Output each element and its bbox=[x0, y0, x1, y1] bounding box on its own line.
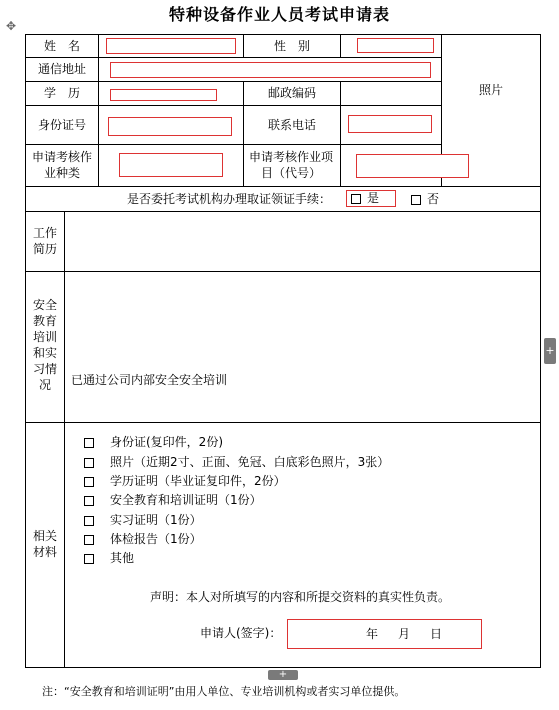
col-line bbox=[340, 105, 341, 144]
material-item[interactable] bbox=[84, 532, 202, 546]
no-checkbox[interactable] bbox=[411, 195, 421, 205]
id-number-label: 身份证号 bbox=[37, 118, 86, 132]
no-label: 否 bbox=[427, 192, 440, 206]
name-label: 姓 名 bbox=[43, 39, 80, 53]
safety-training-label: 安全教育培训和实习情况 bbox=[32, 298, 57, 392]
material-checkbox[interactable] bbox=[84, 458, 94, 468]
photo-label: 照片 bbox=[478, 83, 503, 97]
col-line bbox=[243, 144, 244, 186]
row-line bbox=[25, 186, 541, 187]
gender-field[interactable] bbox=[357, 38, 434, 53]
signature-field[interactable] bbox=[287, 619, 482, 649]
exam-item-field[interactable] bbox=[356, 154, 469, 178]
row-line bbox=[25, 81, 441, 82]
material-label: 身份证(复印件，2份) bbox=[110, 435, 223, 449]
material-item[interactable] bbox=[84, 435, 223, 449]
education-label: 学 历 bbox=[43, 86, 80, 100]
material-item[interactable] bbox=[84, 493, 262, 507]
materials-label: 相关材料 bbox=[32, 529, 57, 559]
col-line bbox=[340, 81, 341, 105]
day-label: 日 bbox=[430, 627, 443, 641]
exam-type-label: 申请考核作业种类 bbox=[32, 150, 93, 180]
yes-checkbox[interactable] bbox=[351, 194, 361, 204]
material-item[interactable] bbox=[84, 455, 389, 469]
row-line bbox=[25, 422, 541, 423]
form-title: 特种设备作业人员考试申请表 bbox=[168, 5, 390, 24]
address-field[interactable] bbox=[110, 62, 431, 78]
row-line bbox=[25, 105, 441, 106]
col-line bbox=[340, 34, 341, 58]
yes-label: 是 bbox=[367, 191, 380, 205]
phone-label: 联系电话 bbox=[267, 118, 316, 132]
phone-field[interactable] bbox=[348, 115, 432, 133]
delegate-no-option[interactable] bbox=[411, 191, 439, 207]
material-label: 其他 bbox=[110, 551, 135, 565]
table-move-handle-icon[interactable]: ✥ bbox=[6, 19, 17, 33]
material-label: 实习证明（1份） bbox=[110, 513, 202, 527]
exam-item-label: 申请考核作业项目（代号） bbox=[248, 150, 333, 180]
material-checkbox[interactable] bbox=[84, 516, 94, 526]
col-line bbox=[98, 57, 99, 81]
month-label: 月 bbox=[398, 627, 411, 641]
name-field[interactable] bbox=[106, 38, 236, 54]
delegate-question: 是否委托考试机构办理取证领证手续： bbox=[127, 192, 332, 206]
delegate-yes-option[interactable] bbox=[346, 190, 396, 207]
year-label: 年 bbox=[366, 627, 379, 641]
gender-label: 性 别 bbox=[273, 39, 310, 53]
material-label: 照片（近期2寸、正面、免冠、白底彩色照片，3张） bbox=[110, 455, 390, 469]
material-checkbox[interactable] bbox=[84, 477, 94, 487]
row-line bbox=[25, 211, 541, 212]
row-line bbox=[25, 57, 441, 58]
side-expand-icon[interactable]: + bbox=[544, 338, 556, 364]
material-label: 安全教育和培训证明（1份） bbox=[110, 493, 262, 507]
col-line bbox=[98, 144, 99, 186]
statement-text: 声明：本人对所填写的内容和所提交资料的真实性负责。 bbox=[150, 590, 451, 604]
col-line bbox=[98, 34, 99, 58]
material-checkbox[interactable] bbox=[84, 535, 94, 545]
material-item[interactable] bbox=[84, 474, 286, 488]
material-label: 体检报告（1份） bbox=[110, 532, 202, 546]
col-line bbox=[98, 81, 99, 105]
material-checkbox[interactable] bbox=[84, 554, 94, 564]
row-line bbox=[25, 271, 541, 272]
material-item[interactable] bbox=[84, 513, 202, 527]
education-field[interactable] bbox=[110, 89, 217, 101]
footnote: 注：“安全教育和培训证明”由用人单位、专业培训机构或者实习单位提供。 bbox=[42, 685, 406, 698]
border-top bbox=[25, 34, 541, 35]
postcode-label: 邮政编码 bbox=[267, 86, 316, 100]
row-line bbox=[25, 144, 441, 145]
border-bottom bbox=[25, 667, 541, 668]
exam-type-field[interactable] bbox=[119, 153, 223, 177]
border-right bbox=[540, 34, 541, 668]
material-label: 学历证明（毕业证复印件，2份） bbox=[110, 474, 286, 488]
id-number-field[interactable] bbox=[108, 117, 232, 136]
work-history-label: 工作简历 bbox=[32, 226, 57, 256]
address-label: 通信地址 bbox=[37, 62, 86, 76]
bottom-add-row-icon[interactable]: + bbox=[268, 670, 298, 680]
material-checkbox[interactable] bbox=[84, 496, 94, 506]
col-line bbox=[64, 211, 65, 668]
material-item[interactable] bbox=[84, 551, 134, 565]
applicant-label: 申请人(签字)： bbox=[200, 626, 282, 640]
col-line bbox=[98, 105, 99, 144]
col-line bbox=[340, 144, 341, 186]
material-checkbox[interactable] bbox=[84, 438, 94, 448]
safety-training-content[interactable]: 已通过公司内部安全安全培训 bbox=[71, 373, 228, 387]
